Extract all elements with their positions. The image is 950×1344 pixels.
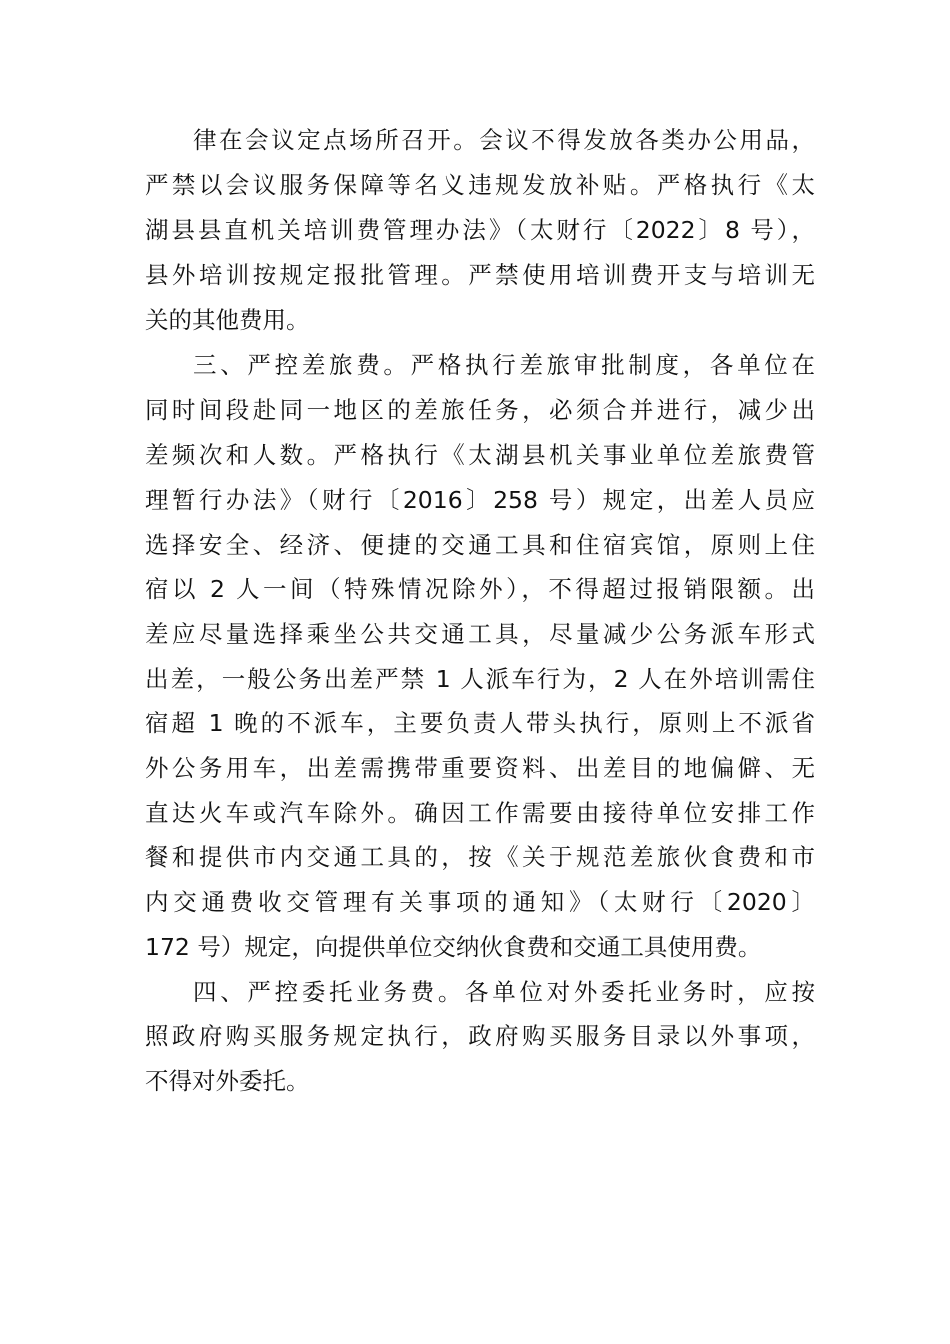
text-line-3: 湖县县直机关培训费管理办法》（太财行〔2022〕8 号）， — [145, 216, 815, 244]
text-line-6: 三、严控差旅费。严格执行差旅审批制度，各单位在 — [193, 351, 815, 379]
text-line-17: 餐和提供市内交通工具的，按《关于规范差旅伙食费和市 — [145, 843, 815, 871]
text-line-1: 律在会议定点场所召开。会议不得发放各类办公用品， — [193, 126, 815, 154]
text-line-21: 照政府购买服务规定执行，政府购买服务目录以外事项， — [145, 1022, 815, 1050]
text-line-15: 外公务用车，出差需携带重要资料、出差目的地偏僻、无 — [145, 754, 815, 782]
text-line-16: 直达火车或汽车除外。确因工作需要由接待单位安排工作 — [145, 799, 815, 827]
text-line-13: 出差，一般公务出差严禁 1 人派车行为，2 人在外培训需住 — [145, 665, 815, 693]
text-line-20: 四、严控委托业务费。各单位对外委托业务时，应按 — [193, 978, 815, 1006]
text-line-10: 选择安全、经济、便捷的交通工具和住宿宾馆，原则上住 — [145, 531, 815, 559]
text-line-2: 严禁以会议服务保障等名义违规发放补贴。严格执行《太 — [145, 171, 815, 199]
text-line-14: 宿超 1 晚的不派车，主要负责人带头执行，原则上不派省 — [145, 709, 815, 737]
text-line-12: 差应尽量选择乘坐公共交通工具，尽量减少公务派车形式 — [145, 620, 815, 648]
text-line-19: 172 号）规定，向提供单位交纳伙食费和交通工具使用费。 — [145, 933, 762, 961]
text-line-7: 同时间段赴同一地区的差旅任务，必须合并进行，减少出 — [145, 396, 815, 424]
text-line-5: 关的其他费用。 — [145, 306, 310, 334]
text-line-4: 县外培训按规定报批管理。严禁使用培训费开支与培训无 — [145, 261, 815, 289]
text-line-9: 理暂行办法》（财行〔2016〕258 号）规定，出差人员应 — [145, 486, 815, 514]
text-line-8: 差频次和人数。严格执行《太湖县机关事业单位差旅费管 — [145, 441, 815, 469]
text-line-22: 不得对外委托。 — [145, 1067, 310, 1095]
text-line-11: 宿以 2 人一间（特殊情况除外），不得超过报销限额。出 — [145, 575, 815, 603]
text-line-18: 内交通费收交管理有关事项的通知》（太财行〔2020〕 — [145, 888, 815, 916]
